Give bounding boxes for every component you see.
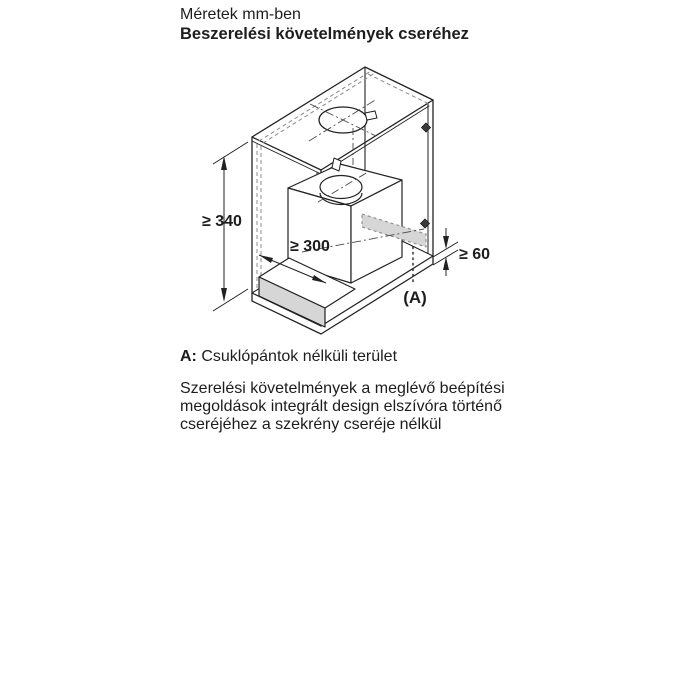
description-line: megoldások integrált design elszívóra történő bbox=[180, 398, 502, 415]
dimension-plinth-label: ≥ 60 bbox=[459, 246, 491, 263]
area-a-legend-text: Csuklópántok nélküli terület bbox=[201, 348, 398, 365]
description-line: Szerelési követelmények a meglévő beépítési bbox=[180, 380, 505, 397]
dimension-height-label: ≥ 340 bbox=[202, 213, 242, 230]
units-note: Méretek mm-ben bbox=[180, 6, 301, 23]
area-a-legend bbox=[180, 348, 397, 366]
replacement-description bbox=[180, 380, 505, 434]
area-a-legend-prefix: A: bbox=[180, 348, 197, 365]
page-title: Beszerelési követelmények cseréhez bbox=[180, 25, 469, 43]
vent-tab bbox=[365, 111, 377, 120]
hood-back-notch bbox=[332, 158, 341, 171]
area-a-label: (A) bbox=[403, 288, 427, 307]
dimension-height bbox=[202, 142, 248, 311]
dimension-plinth-height bbox=[433, 228, 490, 276]
description-line: cseréjéhez a szekrény cseréje nélkül bbox=[180, 416, 442, 433]
dimension-width-label: ≥ 300 bbox=[290, 238, 330, 255]
